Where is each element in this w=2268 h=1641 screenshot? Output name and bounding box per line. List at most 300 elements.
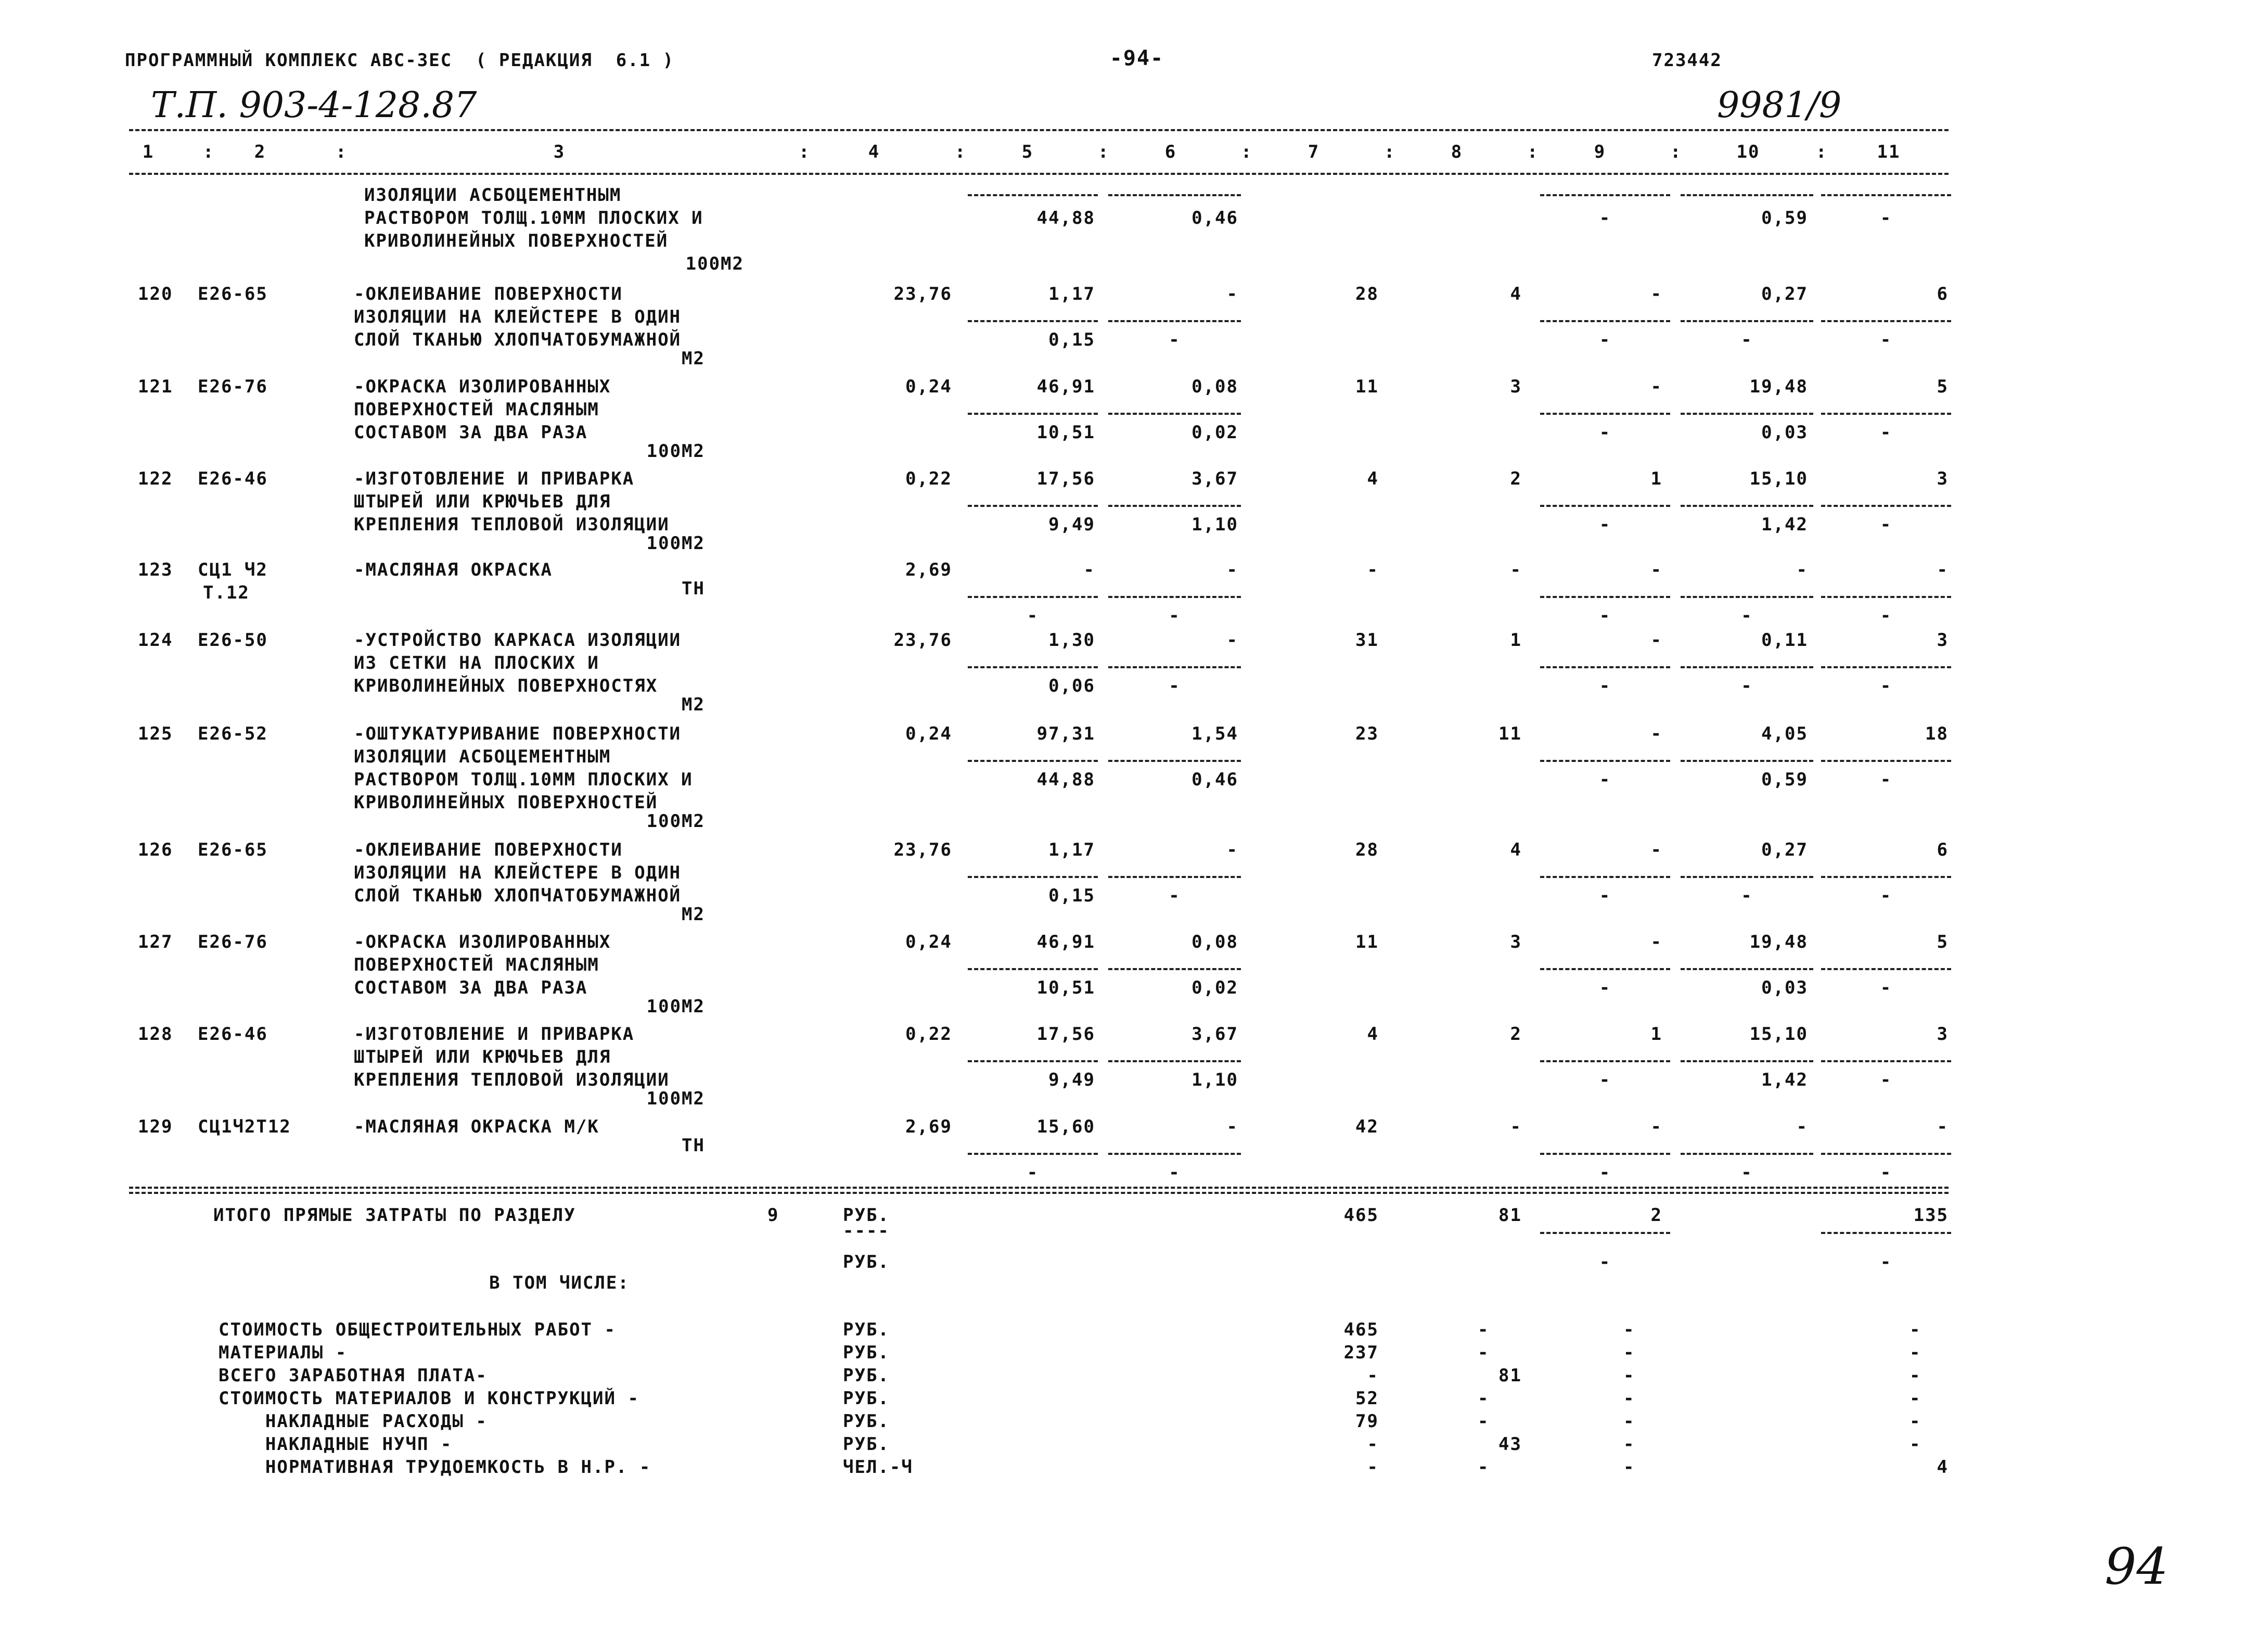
row-128-c11: 3 — [1937, 1024, 1949, 1045]
continuation-c6b: 0,46 — [1191, 208, 1238, 228]
row-121-c8: 3 — [1510, 376, 1522, 397]
row-number: 129 — [138, 1116, 173, 1137]
row-description: -ОКЛЕИВАНИЕ ПОВЕРХНОСТИ — [354, 839, 623, 860]
continuation-sep-c9 — [1540, 194, 1670, 196]
breakdown-c7: 237 — [1343, 1342, 1379, 1363]
totals-section: 9 — [767, 1205, 779, 1226]
row-124-c7: 31 — [1355, 630, 1379, 651]
breakdown-c7: 52 — [1355, 1388, 1379, 1409]
row-125-c9b: - — [1599, 769, 1611, 790]
row-description: ПОВЕРХНОСТЕЙ МАСЛЯНЫМ — [354, 399, 599, 420]
breakdown-c9: - — [1623, 1365, 1635, 1386]
row-124-c6b: - — [1169, 676, 1181, 696]
row-128-c8: 2 — [1510, 1024, 1522, 1045]
row-128-c4: 0,22 — [905, 1024, 952, 1045]
row-124-c6: - — [1226, 630, 1238, 651]
row-125-sep-c5 — [968, 760, 1098, 762]
breakdown-unit: ЧЕЛ.-Ч — [843, 1457, 913, 1478]
row-123-sep-c5 — [968, 596, 1098, 598]
breakdown-unit: РУБ. — [843, 1342, 890, 1363]
row-124-c5b: 0,06 — [1048, 676, 1095, 696]
breakdown-c11: 4 — [1937, 1457, 1949, 1478]
row-126-c11b: - — [1880, 885, 1892, 906]
row-124-c9: - — [1650, 630, 1662, 651]
row-124-c11: 3 — [1937, 630, 1949, 651]
row-123-c7: - — [1367, 559, 1379, 580]
row-127-c6b: 0,02 — [1191, 977, 1238, 998]
row-description: -МАСЛЯНАЯ ОКРАСКА М/К — [354, 1116, 599, 1137]
row-127-c4: 0,24 — [905, 932, 952, 952]
row-120-sep-c5 — [968, 320, 1098, 322]
row-128-c10: 15,10 — [1749, 1024, 1808, 1045]
row-description: ШТЫРЕЙ ИЛИ КРЮЧЬЕВ ДЛЯ — [354, 491, 611, 512]
row-124-sep-c11 — [1821, 666, 1951, 668]
row-121-sep-c5 — [968, 413, 1098, 415]
row-code: СЦ1 Ч2 — [198, 559, 268, 580]
column-header-10: 10 — [1736, 142, 1760, 162]
column-header-3: 3 — [553, 142, 566, 162]
row-description: -ОКРАСКА ИЗОЛИРОВАННЫХ — [354, 376, 611, 397]
row-code: Е26-52 — [198, 723, 268, 744]
row-125-c6: 1,54 — [1191, 723, 1238, 744]
row-123-sep-c11 — [1821, 596, 1951, 598]
row-126-c5b: 0,15 — [1048, 885, 1095, 906]
row-120-c8: 4 — [1510, 284, 1522, 304]
row-126-c8: 4 — [1510, 839, 1522, 860]
row-123-c9b: - — [1599, 605, 1611, 626]
column-separator: : — [955, 142, 967, 162]
breakdown-c7: 465 — [1343, 1319, 1379, 1340]
row-127-c6: 0,08 — [1191, 932, 1238, 952]
row-123-c4: 2,69 — [905, 559, 952, 580]
row-125-sep-c9 — [1540, 760, 1670, 762]
row-description: СОСТАВОМ ЗА ДВА РАЗА — [354, 422, 588, 443]
row-128-c7: 4 — [1367, 1024, 1379, 1045]
sheet-reference: 9981/9 — [1717, 85, 1842, 126]
row-129-c11b: - — [1880, 1162, 1892, 1183]
row-number: 121 — [138, 376, 173, 397]
row-129-c7: 42 — [1355, 1116, 1379, 1137]
row-unit: ТН — [682, 1135, 705, 1156]
row-121-c5b: 10,51 — [1036, 422, 1095, 443]
breakdown-c8: - — [1478, 1457, 1490, 1478]
column-header-5: 5 — [1021, 142, 1034, 162]
row-120-c10b: - — [1741, 329, 1753, 350]
breakdown-label: СТОИМОСТЬ МАТЕРИАЛОВ И КОНСТРУКЦИЙ - — [219, 1388, 639, 1409]
row-description: ИЗ СЕТКИ НА ПЛОСКИХ И — [354, 653, 599, 673]
row-unit: 100М2 — [646, 533, 705, 554]
row-code: Е26-65 — [198, 839, 268, 860]
row-127-c8: 3 — [1510, 932, 1522, 952]
row-126-sep-c6 — [1108, 876, 1241, 878]
column-separator: : — [799, 142, 811, 162]
continuation-c11b: - — [1880, 208, 1892, 228]
breakdown-unit: РУБ. — [843, 1365, 890, 1386]
breakdown-c8: - — [1478, 1342, 1490, 1363]
totals-c9: 2 — [1650, 1205, 1662, 1226]
breakdown-c11: - — [1910, 1319, 1921, 1340]
column-separator: : — [203, 142, 215, 162]
row-123-c5b: - — [1027, 605, 1039, 626]
column-header-4: 4 — [868, 142, 880, 162]
row-description: ИЗОЛЯЦИИ НА КЛЕЙСТЕРЕ В ОДИН — [354, 307, 682, 327]
row-121-sep-c11 — [1821, 413, 1951, 415]
row-122-c8: 2 — [1510, 468, 1522, 489]
breakdown-c9: - — [1623, 1342, 1635, 1363]
row-code-line2: Т.12 — [203, 582, 250, 603]
row-128-c5b: 9,49 — [1048, 1070, 1095, 1090]
row-120-c4: 23,76 — [893, 284, 952, 304]
row-code: Е26-46 — [198, 468, 268, 489]
column-separator: : — [1670, 142, 1682, 162]
row-description: -ОКРАСКА ИЗОЛИРОВАННЫХ — [354, 932, 611, 952]
row-unit: М2 — [682, 694, 705, 715]
totals-sep-c11 — [1821, 1232, 1951, 1234]
totals-rule-top — [129, 1187, 1949, 1189]
breakdown-c11: - — [1910, 1342, 1921, 1363]
row-120-sep-c6 — [1108, 320, 1241, 322]
row-120-c9: - — [1650, 284, 1662, 304]
row-125-c5b: 44,88 — [1036, 769, 1095, 790]
row-128-sep-c11 — [1821, 1060, 1951, 1062]
row-121-c6b: 0,02 — [1191, 422, 1238, 443]
breakdown-label: СТОИМОСТЬ ОБЩЕСТРОИТЕЛЬНЫХ РАБОТ - — [219, 1319, 616, 1340]
row-125-c4: 0,24 — [905, 723, 952, 744]
breakdown-unit: РУБ. — [843, 1434, 890, 1455]
continuation-c9b: - — [1599, 208, 1611, 228]
row-121-c7: 11 — [1355, 376, 1379, 397]
row-127-sep-c5 — [968, 968, 1098, 970]
row-description: -ИЗГОТОВЛЕНИЕ И ПРИВАРКА — [354, 468, 635, 489]
breakdown-unit: РУБ. — [843, 1411, 890, 1432]
row-126-c7: 28 — [1355, 839, 1379, 860]
row-120-sep-c11 — [1821, 320, 1951, 322]
row-121-sep-c6 — [1108, 413, 1241, 415]
row-126-c4: 23,76 — [893, 839, 952, 860]
row-127-c10b: 0,03 — [1761, 977, 1808, 998]
row-120-c5: 1,17 — [1048, 284, 1095, 304]
row-124-c5: 1,30 — [1048, 630, 1095, 651]
row-124-sep-c10 — [1681, 666, 1813, 668]
row-123-c10: - — [1796, 559, 1808, 580]
row-125-c6b: 0,46 — [1191, 769, 1238, 790]
row-127-sep-c10 — [1681, 968, 1813, 970]
row-125-c10: 4,05 — [1761, 723, 1808, 744]
row-description: СОСТАВОМ ЗА ДВА РАЗА — [354, 977, 588, 998]
row-129-c6b: - — [1169, 1162, 1181, 1183]
row-123-sep-c10 — [1681, 596, 1813, 598]
row-number: 128 — [138, 1024, 173, 1045]
breakdown-c8: 43 — [1498, 1434, 1522, 1455]
row-122-sep-c5 — [968, 505, 1098, 507]
row-120-c6b: - — [1169, 329, 1181, 350]
breakdown-unit: РУБ. — [843, 1319, 890, 1340]
row-128-c11b: - — [1880, 1070, 1892, 1090]
row-122-c6: 3,67 — [1191, 468, 1238, 489]
row-unit: М2 — [682, 348, 705, 369]
totals-c9b: - — [1599, 1252, 1611, 1273]
project-number: Т.П. 903-4-128.87 — [151, 85, 477, 126]
row-125-c5: 97,31 — [1036, 723, 1095, 744]
row-120-c5b: 0,15 — [1048, 329, 1095, 350]
row-129-c9: - — [1650, 1116, 1662, 1137]
continuation-sep-c5 — [968, 194, 1098, 196]
column-separator: : — [1384, 142, 1396, 162]
row-121-c11b: - — [1880, 422, 1892, 443]
continuation-sep-c11 — [1821, 194, 1951, 196]
row-124-sep-c6 — [1108, 666, 1241, 668]
header-rule-bottom — [129, 173, 1949, 175]
row-127-c10: 19,48 — [1749, 932, 1808, 952]
row-127-c11b: - — [1880, 977, 1892, 998]
row-125-c10b: 0,59 — [1761, 769, 1808, 790]
breakdown-c9: - — [1623, 1319, 1635, 1340]
row-125-c9: - — [1650, 723, 1662, 744]
row-129-c4: 2,69 — [905, 1116, 952, 1137]
row-127-c11: 5 — [1937, 932, 1949, 952]
row-129-sep-c11 — [1821, 1153, 1951, 1155]
row-number: 126 — [138, 839, 173, 860]
column-separator: : — [1098, 142, 1110, 162]
program-title: ПРОГРАММНЫЙ КОМПЛЕКС АВС-3ЕС ( РЕДАКЦИЯ 6.1 ) — [125, 50, 675, 71]
continuation-c10b: 0,59 — [1761, 208, 1808, 228]
row-description: -ОКЛЕИВАНИЕ ПОВЕРХНОСТИ — [354, 284, 623, 304]
row-129-c8: - — [1510, 1116, 1522, 1137]
row-125-sep-c10 — [1681, 760, 1813, 762]
row-122-c9: 1 — [1650, 468, 1662, 489]
breakdown-c7: 79 — [1355, 1411, 1379, 1432]
row-123-sep-c9 — [1540, 596, 1670, 598]
row-128-sep-c6 — [1108, 1060, 1241, 1062]
row-123-c11: - — [1937, 559, 1949, 580]
row-129-c10b: - — [1741, 1162, 1753, 1183]
row-124-c10: 0,11 — [1761, 630, 1808, 651]
row-122-c5: 17,56 — [1036, 468, 1095, 489]
column-separator: : — [1527, 142, 1539, 162]
row-unit: ТН — [682, 578, 705, 599]
handwritten-page-number: 94 — [2105, 1537, 2169, 1596]
row-126-sep-c5 — [968, 876, 1098, 878]
column-separator: : — [1816, 142, 1828, 162]
continuation-unit: 100М2 — [685, 253, 744, 274]
row-129-c10: - — [1796, 1116, 1808, 1137]
row-126-sep-c9 — [1540, 876, 1670, 878]
row-122-c9b: - — [1599, 514, 1611, 535]
row-123-c5: - — [1083, 559, 1095, 580]
breakdown-label: НАКЛАДНЫЕ НУЧП - — [219, 1434, 453, 1455]
totals-c7: 465 — [1343, 1205, 1379, 1226]
row-120-c10: 0,27 — [1761, 284, 1808, 304]
row-120-c11b: - — [1880, 329, 1892, 350]
breakdown-c8: - — [1478, 1319, 1490, 1340]
row-128-sep-c5 — [968, 1060, 1098, 1062]
column-header-7: 7 — [1308, 142, 1320, 162]
breakdown-c8: 81 — [1498, 1365, 1522, 1386]
breakdown-label: ВСЕГО ЗАРАБОТНАЯ ПЛАТА- — [219, 1365, 488, 1386]
row-129-sep-c10 — [1681, 1153, 1813, 1155]
row-code: Е26-46 — [198, 1024, 268, 1045]
row-126-c6b: - — [1169, 885, 1181, 906]
row-128-c9b: - — [1599, 1070, 1611, 1090]
totals-unit-separator: ---- — [843, 1220, 890, 1241]
breakdown-c11: - — [1910, 1365, 1921, 1386]
document-code: 723442 — [1652, 50, 1722, 71]
row-127-c9: - — [1650, 932, 1662, 952]
row-120-c7: 28 — [1355, 284, 1379, 304]
row-description: КРЕПЛЕНИЯ ТЕПЛОВОЙ ИЗОЛЯЦИИ — [354, 1070, 670, 1090]
row-description: КРЕПЛЕНИЯ ТЕПЛОВОЙ ИЗОЛЯЦИИ — [354, 514, 670, 535]
column-header-8: 8 — [1451, 142, 1463, 162]
totals-c8: 81 — [1498, 1205, 1522, 1226]
row-unit: 100М2 — [646, 1088, 705, 1109]
row-122-sep-c11 — [1821, 505, 1951, 507]
row-number: 125 — [138, 723, 173, 744]
row-number: 124 — [138, 630, 173, 651]
row-127-c9b: - — [1599, 977, 1611, 998]
row-122-c4: 0,22 — [905, 468, 952, 489]
breakdown-c7: - — [1367, 1457, 1379, 1478]
row-description: -МАСЛЯНАЯ ОКРАСКА — [354, 559, 553, 580]
row-123-c6b: - — [1169, 605, 1181, 626]
row-124-sep-c5 — [968, 666, 1098, 668]
row-code: Е26-76 — [198, 932, 268, 952]
breakdown-c8: - — [1478, 1388, 1490, 1409]
column-header-11: 11 — [1877, 142, 1901, 162]
breakdown-c9: - — [1623, 1457, 1635, 1478]
row-121-c11: 5 — [1937, 376, 1949, 397]
row-126-sep-c11 — [1821, 876, 1951, 878]
row-127-sep-c9 — [1540, 968, 1670, 970]
row-126-c6: - — [1226, 839, 1238, 860]
header-rule-top — [129, 129, 1949, 131]
row-description: ШТЫРЕЙ ИЛИ КРЮЧЬЕВ ДЛЯ — [354, 1047, 611, 1067]
row-code: Е26-50 — [198, 630, 268, 651]
row-127-c5: 46,91 — [1036, 932, 1095, 952]
totals-c11b: - — [1880, 1252, 1892, 1273]
row-description: РАСТВОРОМ ТОЛЩ.10ММ ПЛОСКИХ И — [354, 769, 693, 790]
row-127-sep-c6 — [1108, 968, 1241, 970]
row-123-c10b: - — [1741, 605, 1753, 626]
row-122-sep-c9 — [1540, 505, 1670, 507]
row-121-c4: 0,24 — [905, 376, 952, 397]
row-126-c11: 6 — [1937, 839, 1949, 860]
row-120-sep-c10 — [1681, 320, 1813, 322]
continuation-text-line: ИЗОЛЯЦИИ АСБОЦЕМЕНТНЫМ — [364, 185, 622, 206]
row-125-sep-c11 — [1821, 760, 1951, 762]
continuation-c5b: 44,88 — [1036, 208, 1095, 228]
row-120-sep-c9 — [1540, 320, 1670, 322]
row-number: 122 — [138, 468, 173, 489]
breakdown-label: НОРМАТИВНАЯ ТРУДОЕМКОСТЬ В Н.Р. - — [219, 1457, 651, 1478]
row-122-sep-c10 — [1681, 505, 1813, 507]
row-124-sep-c9 — [1540, 666, 1670, 668]
continuation-sep-c10 — [1681, 194, 1813, 196]
column-header-2: 2 — [254, 142, 266, 162]
column-separator: : — [336, 142, 348, 162]
row-122-c7: 4 — [1367, 468, 1379, 489]
row-125-c8: 11 — [1498, 723, 1522, 744]
totals-sep-c9 — [1540, 1232, 1670, 1234]
page-number: -94- — [1109, 46, 1164, 70]
row-126-c10: 0,27 — [1761, 839, 1808, 860]
row-120-c11: 6 — [1937, 284, 1949, 304]
row-code: Е26-65 — [198, 284, 268, 304]
row-description: -ОШТУКАТУРИВАНИЕ ПОВЕРХНОСТИ — [354, 723, 682, 744]
breakdown-c11: - — [1910, 1388, 1921, 1409]
row-description: -ИЗГОТОВЛЕНИЕ И ПРИВАРКА — [354, 1024, 635, 1045]
row-128-c6b: 1,10 — [1191, 1070, 1238, 1090]
row-129-c5: 15,60 — [1036, 1116, 1095, 1137]
row-124-c10b: - — [1741, 676, 1753, 696]
row-124-c11b: - — [1880, 676, 1892, 696]
row-124-c4: 23,76 — [893, 630, 952, 651]
row-123-c6: - — [1226, 559, 1238, 580]
row-description: ИЗОЛЯЦИИ НА КЛЕЙСТЕРЕ В ОДИН — [354, 862, 682, 883]
row-124-c8: 1 — [1510, 630, 1522, 651]
row-121-c9: - — [1650, 376, 1662, 397]
row-122-c5b: 9,49 — [1048, 514, 1095, 535]
row-121-sep-c10 — [1681, 413, 1813, 415]
row-122-sep-c6 — [1108, 505, 1241, 507]
row-123-c9: - — [1650, 559, 1662, 580]
row-122-c10: 15,10 — [1749, 468, 1808, 489]
row-code: СЦ1Ч2Т12 — [198, 1116, 291, 1137]
row-unit: 100М2 — [646, 441, 705, 462]
row-number: 123 — [138, 559, 173, 580]
breakdown-unit: РУБ. — [843, 1388, 890, 1409]
row-126-c10b: - — [1741, 885, 1753, 906]
row-129-sep-c5 — [968, 1153, 1098, 1155]
totals-label: ИТОГО ПРЯМЫЕ ЗАТРАТЫ ПО РАЗДЕЛУ — [213, 1205, 576, 1226]
row-126-sep-c10 — [1681, 876, 1813, 878]
row-125-c11: 18 — [1925, 723, 1949, 744]
row-122-c11b: - — [1880, 514, 1892, 535]
row-128-c9: 1 — [1650, 1024, 1662, 1045]
totals-unit-2: РУБ. — [843, 1252, 890, 1273]
breakdown-c9: - — [1623, 1388, 1635, 1409]
breakdown-label: МАТЕРИАЛЫ - — [219, 1342, 348, 1363]
column-header-9: 9 — [1594, 142, 1606, 162]
row-description: -УСТРОЙСТВО КАРКАСА ИЗОЛЯЦИИ — [354, 630, 682, 651]
row-number: 127 — [138, 932, 173, 952]
row-122-c10b: 1,42 — [1761, 514, 1808, 535]
row-129-c5b: - — [1027, 1162, 1039, 1183]
totals-unit: РУБ. — [843, 1205, 890, 1226]
row-121-c5: 46,91 — [1036, 376, 1095, 397]
continuation-sep-c6 — [1108, 194, 1241, 196]
row-description: СЛОЙ ТКАНЬЮ ХЛОПЧАТОБУМАЖНОЙ — [354, 885, 682, 906]
row-description: КРИВОЛИНЕЙНЫХ ПОВЕРХНОСТЕЙ — [354, 792, 658, 813]
including-label: В ТОМ ЧИСЛЕ: — [489, 1273, 630, 1293]
row-123-c8: - — [1510, 559, 1522, 580]
breakdown-c9: - — [1623, 1434, 1635, 1455]
row-unit: 100М2 — [646, 996, 705, 1017]
row-number: 120 — [138, 284, 173, 304]
column-header-1: 1 — [142, 142, 155, 162]
row-125-c7: 23 — [1355, 723, 1379, 744]
row-122-c6b: 1,10 — [1191, 514, 1238, 535]
row-description: СЛОЙ ТКАНЬЮ ХЛОПЧАТОБУМАЖНОЙ — [354, 329, 682, 350]
row-128-sep-c9 — [1540, 1060, 1670, 1062]
row-128-c10b: 1,42 — [1761, 1070, 1808, 1090]
row-unit: М2 — [682, 904, 705, 925]
row-129-c9b: - — [1599, 1162, 1611, 1183]
row-120-c9b: - — [1599, 329, 1611, 350]
breakdown-c8: - — [1478, 1411, 1490, 1432]
row-unit: 100М2 — [646, 811, 705, 832]
breakdown-c7: - — [1367, 1365, 1379, 1386]
row-127-c5b: 10,51 — [1036, 977, 1095, 998]
